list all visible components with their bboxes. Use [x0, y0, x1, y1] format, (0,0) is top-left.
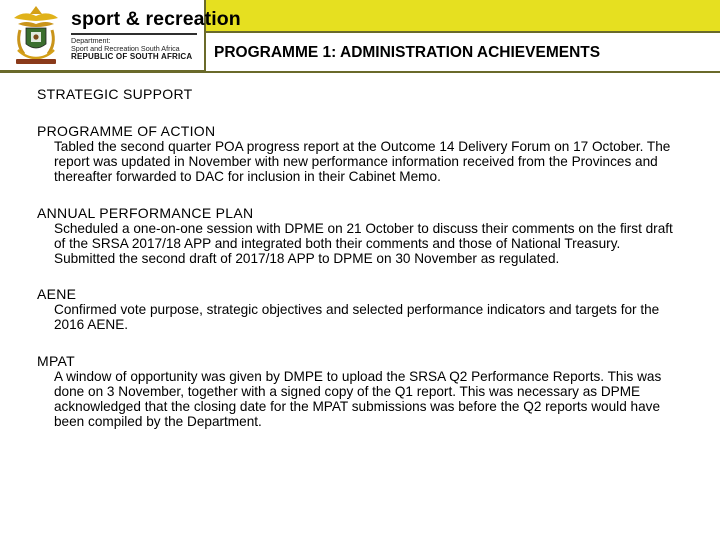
section-annual-performance-plan — [37, 205, 677, 267]
section-heading: PROGRAMME OF ACTION — [37, 123, 216, 139]
section-body: A window of opportunity was given by DMPE to upload the SRSA Q2 Performance Reports. This was done on 3 November, together with a signed copy of the Q1 report. This was necessary as DPME acknowledged that the closing date for the MPAT submissions was before the Q2 reports would have been compiled by the Department. — [54, 368, 662, 430]
section-heading: AENE — [37, 286, 77, 303]
logo-divider — [71, 33, 197, 35]
main-content — [37, 86, 677, 449]
page-title: PROGRAMME 1: ADMINISTRATION ACHIEVEMENTS — [214, 44, 601, 61]
country-name: REPUBLIC OF SOUTH AFRICA — [71, 52, 193, 61]
header — [0, 0, 720, 74]
section-aene — [37, 286, 677, 332]
section-body: Scheduled a one-on-one session with DPME on 21 October to discuss their comments on the first draft of the SRSA 2017/18 APP and integrated both their comments and those of National Treasury. Submitted the second draft of 2017/18 APP to DPME on 30 November as regulated. — [54, 220, 673, 267]
section-mpat — [37, 353, 677, 430]
department-text — [71, 37, 192, 61]
section-heading: MPAT — [37, 352, 76, 369]
header-divider — [0, 71, 720, 73]
department-line-2: Sport and Recreation South Africa — [71, 44, 180, 53]
title-bar — [206, 0, 720, 71]
section-programme-of-action — [37, 123, 677, 185]
section-title: STRATEGIC SUPPORT — [37, 86, 193, 102]
section-body: Tabled the second quarter POA progress report at the Outcome 14 Delivery Forum on 17 October. The report was updated in November with new performance information received from the Provinces and thereafter forwarded to DAC for inclusion in their Cabinet Memo. — [54, 139, 671, 185]
department-logo — [0, 0, 241, 72]
department-line-1: Department: — [71, 36, 111, 45]
section-body: Confirmed vote purpose, strategic objectives and selected performance indicators and targets for the 2016 AENE. — [54, 302, 660, 333]
section-heading: ANNUAL PERFORMANCE PLAN — [37, 204, 254, 221]
logo-wordmark: sport & recreation — [71, 8, 241, 30]
coat-of-arms-icon — [6, 4, 66, 66]
